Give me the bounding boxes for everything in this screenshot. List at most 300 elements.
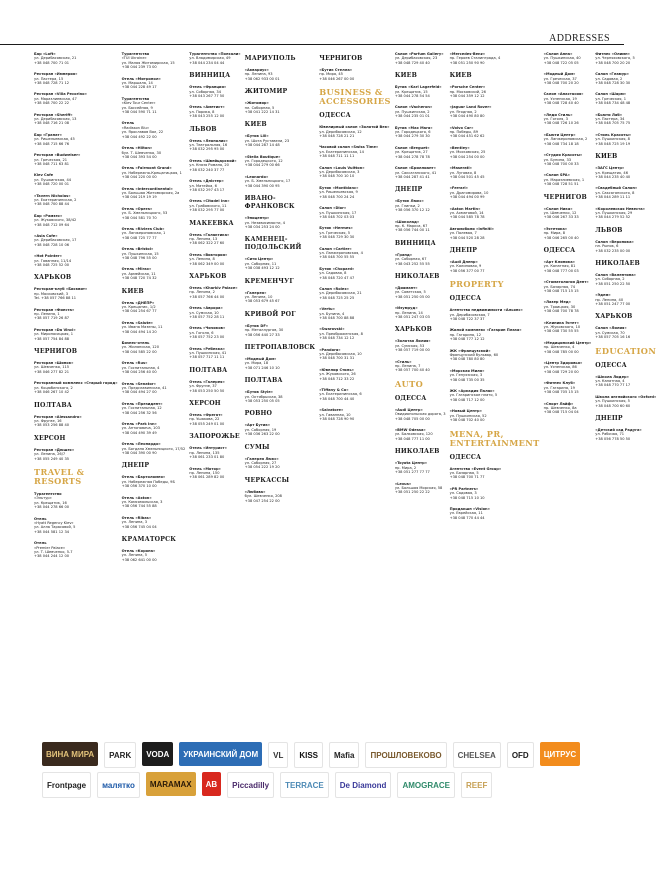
venue-name: «Арт Клиника» [543,259,575,264]
address-entry [189,413,240,426]
venue-address: ул. Соборная, 2 [595,277,625,282]
venue-name: Бар «Loft» [34,52,56,56]
venue-address: ул. Алла Тарасовой, 5 [34,525,76,530]
venue-address: ул. Армейская, 11 [121,271,156,276]
venue-phone: +38 032 235 00 00 [595,248,631,253]
venue-phone: +38 038 493 12 12 [244,266,280,271]
venue-name: «Новый Центр» [449,409,482,414]
directory-column [595,52,656,742]
venue-phone: +38 044 235 01 01 [394,114,430,119]
partner-logo: УКРАИНСКИЙ ДОМ [179,742,262,766]
venue-address: ул. Садовая, 2 [595,76,623,81]
venue-name: «Salvatore» [319,408,344,413]
venue-address: ул. Комсомольская, 3 [121,500,163,504]
city-heading: ХЕРСОН [189,400,221,408]
address-entry [395,482,446,495]
venue-name: Ресторан «Фиеста» [34,307,75,312]
venue-phone: +38 061 233 01 80 [189,455,225,460]
address-entry [319,68,391,81]
address-entry [189,306,240,319]
city-heading: ХЕРСОН [34,434,66,442]
venue-name: Турагентство [121,96,150,101]
venue-phone: +38 053 679 45 67 [244,299,280,304]
address-entry [450,507,540,520]
directory-column [395,52,446,742]
venue-phone: +38 044 590 71 11 [121,110,157,115]
venue-name: Бар «Гранат» [34,132,62,137]
venue-phone: +38 048 705 75 75 [595,121,631,126]
address-entry [122,341,186,354]
address-entry [122,77,186,90]
city-heading: ХАРЬКОВ [595,313,633,321]
city-heading: ХАРЬКОВ [34,274,72,282]
venue-address: пр. Московский, 26 [449,89,486,94]
venue-phone: +38 048 715 15 15 [543,289,579,293]
venue-address: ул. Независимости, 4 [244,220,286,225]
venue-phone: +38 048 729 40 40 [394,60,430,65]
venue-address: ул. Греческая, 37 [543,76,577,81]
venue-address: ул. Глинки, 2 [394,203,420,208]
address-entry [395,85,446,98]
address-entry [34,52,118,65]
venue-name: «Tavern Nicholas» [34,193,71,198]
city-heading: ЧЕРНИГОВ [34,348,78,356]
venue-phone: +38 048 700 71 01 [34,60,70,65]
address-entry [544,280,592,293]
venue-address: ул. Бассейная, 9 [121,105,153,110]
venue-address: ул. Пушкинская, 2 [394,109,430,114]
venue-name: Ресторан «Budweiser» [34,153,81,158]
header-rule [0,44,624,45]
city-heading: ПОЛТАВА [244,377,283,385]
venue-phone: +38 048 702 40 00 [449,418,485,423]
city-heading: КРЕМЕНЧУГ [244,277,294,285]
venue-phone: +38 053 250 50 50 [189,388,225,393]
address-entry [450,389,540,402]
venue-phone: +38 044 490 80 80 [449,114,485,119]
address-entry [319,307,391,320]
venue-address: ул. Дерибасовская, 21 [34,56,77,61]
city-heading: КРИВОЙ РОГ [244,310,296,318]
address-entry [450,467,540,480]
venue-name: «Свадебный Салон» [595,186,638,191]
venue-name: «ЗАГС Центр» [595,166,625,171]
venue-address: ул. Черняховского, 5 [595,56,635,61]
directory-column [122,52,186,742]
venue-name: Турагентство «Поехали» [189,52,241,56]
address-entry [34,153,118,166]
address-entry [450,186,540,199]
venue-address: ул. Крещатик, 16 [34,500,67,505]
venue-phone: +38 048 700 00 33 [543,161,579,166]
venue-name: «Лазер Мед» [543,300,571,305]
venue-name: Турагентство [121,52,150,56]
venue-address: ул. Пушкинская, 8 [595,137,630,142]
venue-name: Бутик «Max Mara» [394,125,433,130]
venue-name: «Maserati» [449,166,472,171]
venue-phone: +38 048 777 11 00 [394,436,430,441]
venue-phone: +38 044 581 12 34 [34,529,70,534]
venue-phone: +38 032 295 95 00 [189,147,225,152]
venue-name: Отель «Ребекка» [189,346,225,351]
venue-phone: +38 044 494 27 00 [121,390,157,395]
venue-address: ул. Канатная, 4 [595,379,625,384]
venue-phone: +38 044 279 00 66 [244,163,280,168]
venue-address: бул. Т. Шевченко, 30 [121,150,162,155]
venue-phone: +38 048 705 00 00 [394,416,430,421]
address-entry [34,254,118,267]
venue-name: Отель «Дністер» [189,179,224,184]
venue-name: «Детский сад Радуга» [595,428,642,433]
address-entry [319,166,391,179]
venue-phone: +38 048 700 88 44 [34,202,70,207]
venue-name: Ресторан «Da Vinci» [34,327,76,332]
venue-address: ул. Соборная, 19 [244,427,277,432]
venue-name: Отель [34,541,47,546]
venue-address: Овидиопольская дорога, 3 [394,412,446,417]
venue-phone: +38 048 712 09 64 [34,222,70,227]
venue-name: «Aston Martin» [449,206,481,211]
venue-address: ул. Театральная, 16 [189,143,228,148]
address-entry [34,287,118,300]
address-entry [34,517,118,535]
venue-name: «Стиль» [394,359,412,364]
venue-name: «Золотая Лилия» [394,339,431,344]
address-entry [450,349,540,362]
venue-phone: +38 048 729 20 00 [543,369,579,374]
city-heading: ЧЕРНИГОВ [543,193,587,201]
address-entry [319,145,391,158]
venue-name: Салон «Анастасия» [543,92,584,97]
venue-phone: +38 032 295 77 00 [189,208,225,213]
city-heading: ОДЕССА [449,295,482,303]
address-entry [595,52,656,65]
venue-phone: +38 044 451 62 62 [449,134,485,139]
venue-phone: +38 043 252 55 55 [394,261,430,266]
venue-address: ул. Успенская, 86 [543,365,577,370]
venue-name: «Салон Анна» [543,52,573,56]
city-heading: ДНЕПР [449,246,478,254]
city-heading: ОДЕССА [319,112,351,120]
venue-name: Ресторан «Дюшес» [34,447,75,452]
venue-phone: +38 048 700 20 20 [595,60,631,65]
address-entry [189,326,240,339]
venue-name: Часовой салон «Swiss Time» [319,145,379,150]
address-entry [319,267,391,280]
venue-name: Kiev Cafe [34,173,54,178]
address-entry [245,490,316,503]
directory-column [245,52,316,742]
venue-name: «Hot Pointer» [34,254,62,259]
venue-phone: +38 056 744 00 11 [394,228,430,233]
city-heading: КРАМАТОРСК [121,536,177,544]
venue-phone: +38 044 390 00 95 [244,183,280,188]
venue-phone: +38 044 278 54 54 [394,94,430,99]
address-entry [245,257,316,270]
venue-phone: +38 044 278 66 00 [34,505,70,510]
venue-name: «Аквариус» [244,68,269,72]
venue-name: Салон «Rolex» [319,286,349,291]
venue-name: Отель «Корона» [121,549,156,554]
address-entry [122,402,186,415]
venue-phone: +38 048 780 80 80 [449,357,485,362]
city-heading: ПОЛТАВА [34,401,73,409]
venue-address: ул. Советская, 5 [394,290,426,295]
venue-address: ул. Богдана Хмельницкого, 17/52 [121,446,186,451]
venue-address: ул. Князя Романа, 20 [189,163,229,168]
address-entry [395,306,446,319]
venue-phone: +38 053 256 88 40 [34,423,70,428]
venue-phone: +38 048 711 11 11 [319,154,355,159]
venue-phone: +38 057 717 11 11 [189,355,225,360]
venue-name: «Арт Бутик» [244,423,271,428]
address-entry [544,72,592,85]
venue-name: «Бутик Стелла» [319,68,353,72]
venue-address: ул. Саксаганского, 41 [394,170,437,175]
venue-name: «Бутик Lili» [244,134,269,139]
venue-phone: +38 044 289 11 11 [595,195,631,200]
venue-address: ул. Большая Морская, 58 [394,485,443,490]
venue-address: ул. Базарная, 5 [449,470,479,475]
city-heading: РОВНО [244,410,273,418]
address-entry [595,428,656,441]
address-entry [245,357,316,370]
venue-address: ул. Гагарина, 19 [543,385,575,390]
venue-phone: +38 044 520 28 28 [449,235,485,240]
address-entry [319,408,391,421]
venue-name: Салон «Вероника» [595,239,634,244]
address-entry [595,113,656,126]
address-entry [189,233,240,246]
venue-phone: +38 048 725 19 19 [595,141,631,146]
address-entry [122,321,186,334]
venue-address: ул. Гаванная, 11/14 [34,258,72,263]
venue-address: ул. Госпитальная, 12 [121,406,162,411]
venue-phone: +38 057 719 00 00 [394,348,430,353]
city-heading: ЗАПОРОЖЬЕ [189,433,240,441]
venue-phone: +38 048 728 40 40 [543,101,579,106]
venue-phone: +38 044 585 22 00 [121,349,157,354]
venue-phone: +38 048 700 78 78 [543,309,579,314]
venue-phone: +38 044 492 22 00 [121,134,157,139]
venue-address: ул. Сумская, 70 [595,330,625,335]
venue-address: ул. Успенская, 19 [543,96,577,101]
venue-name: «Asia Cafe» [34,233,58,238]
venue-phone: +38 046 265 00 40 [543,235,579,240]
venue-phone: +38 048 700 20 20 [543,81,579,86]
venue-name: Отель «Мотор» [189,466,221,471]
venue-name: Отель «Citadel Inn» [189,199,230,204]
venue-phone: +38 044 585 78 78 [449,215,485,220]
venue-name: Салон «Vacheron» [394,105,433,110]
venue-address: ул. Крещатик, 46 [595,170,628,175]
venue-name: Бутик «Hermes» [319,226,353,231]
address-entry [319,206,391,219]
venue-address: ул. Пушкинская, 41 [189,351,227,356]
city-heading: ВИННИЦА [394,239,436,247]
venue-phone: +38 048 770 77 17 [595,383,631,388]
venue-name: Агентство «Event Group» [449,466,502,471]
venue-address: ул. Пушкинская, 17 [319,210,357,215]
venue-phone: +38 056 744 55 88 [121,504,157,509]
venue-phone: +38 051 250 22 22 [394,490,430,495]
venue-address: ул. Матейка, 6 [189,183,217,188]
venue-address: ул. Екатерининская, 6 [319,392,362,397]
venue-phone: +38 051 277 77 77 [394,470,430,475]
venue-name: «Бьюти Центр» [543,132,576,137]
venue-phone: +38 046 267 33 33 [543,215,579,220]
venue-address: ул. Ахматовой, 14 [449,210,484,215]
address-entry [544,361,592,374]
venue-name: Отель «Intercontinental» [121,186,173,191]
venue-address: ул. Садовая, 3 [449,491,477,496]
venue-address: пр. Мира, 2 [394,465,417,470]
city-heading: ПОЛТАВА [189,366,228,374]
venue-address: ул. Госпитальная, 4 [121,365,160,370]
venue-address: ул. Сумская, 10 [189,310,219,315]
address-entry [544,300,592,313]
venue-phone: +38 041 222 14 31 [244,110,280,115]
venue-name: Ресторанный комплекс «Старый город» [34,381,118,386]
venue-phone: +38 048 728 21 21 [319,134,355,139]
address-entry [450,207,540,220]
venue-address: «Premier Palace» [34,545,66,550]
venue-phone: +38 044 490 39 49 [121,430,157,435]
venue-phone: +38 048 720 00 01 [34,182,70,187]
partner-logo-strip [42,742,612,884]
address-entry [122,549,186,562]
venue-name: «Ferrari» [449,186,468,191]
city-heading: ИВАНО-ФРАНКОВСК [244,195,295,211]
venue-phone: +38 044 254 67 77 [121,309,157,314]
venue-phone: +38 071 246 10 10 [244,365,280,370]
address-entry [544,173,592,186]
venue-address: ул. Троицкая, 30 [543,304,576,309]
venue-name: Агентство недвижимости «Альянс» [449,308,523,313]
venue-phone: +38 043 267 77 50 [189,94,225,99]
venue-name: «Эпицентр» [244,216,270,221]
address-entry [450,126,540,139]
venue-phone: +38 044 219 19 19 [121,195,157,200]
address-entry [34,308,118,321]
venue-name: Отель [34,516,47,521]
venue-address: ул. Коцюбинского, 2 [34,385,73,390]
venue-name: «Модный Дом» [543,72,576,77]
venue-phone: +38 051 250 90 90 [449,60,485,65]
venue-address: бул. Шевченко, 208 [244,494,282,499]
venue-address: ул. Соборная, 34 [189,89,221,94]
venue-phone: +38 034 253 24 00 [244,224,280,229]
venue-address: пр. Мира, 8 [543,231,566,236]
address-entry [34,133,118,146]
venue-phone: +38 048 734 12 12 [319,336,355,341]
venue-address: ул. Пушкинская, 40 [543,56,581,61]
address-entry [189,139,240,152]
venue-name: Отель «Opera» [121,206,153,211]
city-heading: КИЕВ [595,153,618,161]
address-entry [189,52,240,65]
venue-phone: +38 044 287 14 48 [244,143,280,148]
venue-phone: +38 044 254 00 00 [449,154,485,159]
venue-phone: +38 051 250 22 50 [595,281,631,286]
section-heading: PROPERTY [449,279,504,290]
venue-address: ул. Большая Житомирская, 2а [121,190,180,195]
venue-address: ул. Гоголя, 6 [189,330,214,335]
address-entry [34,541,118,559]
partner-logo: ПРОШЛОВЕКОВО [365,742,446,768]
venue-phone: +38 048 711 63 81 [34,161,70,166]
venue-address: пр. Героев Сталинграда, 4 [449,56,501,61]
venue-phone: +38 032 240 37 77 [189,167,225,172]
venue-phone: +38 044 256 40 00 [121,370,157,375]
venue-phone: +38 057 705 16 16 [595,335,631,340]
venue-address: ул. Ришельевская, 9 [319,190,358,195]
address-entry [34,381,118,394]
venue-name: «Фитнес Клуб» [543,381,576,386]
venue-phone: +38 048 700 88 88 [319,316,355,320]
venue-phone: +38 044 239 73 00 [121,65,157,70]
venue-address: ул. Ленина, 10 [244,294,273,299]
address-entry [34,72,118,85]
address-entry [34,361,118,374]
venue-address: ул. Ягодная, 2 [449,109,477,114]
address-entry [122,382,186,395]
section-heading: TRAVEL & RESORTS [34,466,85,486]
address-entry [319,287,391,300]
venue-name: «Морская Миля» [449,368,485,373]
venue-phone: +38 056 745 04 04 [121,524,157,529]
venue-phone: +38 044 279 52 52 [595,215,631,220]
venue-name: Отель «Фрегат» [189,413,223,418]
venue-name: «Сити Центр» [244,257,274,262]
venue-address: ул. Соборная, 67 [394,257,427,262]
address-entry [544,113,592,126]
venue-phone: +38 048 729 30 30 [319,235,355,240]
venue-name: Бизнес-отель [121,341,150,346]
venue-phone: +38 048 785 00 00 [543,349,579,354]
venue-address: ул. Б. Хмельницкого, 53 [121,211,168,216]
venue-address: ул. Шота Руставели, 23 [244,138,290,143]
address-entry [245,423,316,436]
address-entry [450,227,540,240]
partner-logo: малятко [97,772,140,798]
venue-phone: +38 048 770 44 44 [449,515,485,520]
address-entry [595,92,656,105]
address-entry [395,253,446,266]
venue-address: ул. Шевченко, 12 [543,210,577,215]
venue-address: «TUI Ukraine» [121,56,147,61]
venue-name: Отель «Park Inn» [121,421,157,426]
venue-phone: +38 044 287 41 41 [394,174,430,179]
venue-phone: +38 053 250 05 05 [244,399,280,403]
venue-phone: +38 048 777 00 03 [543,268,579,273]
address-entry [450,369,540,382]
venue-address: ул. Набережная Победы, 9Б [121,479,175,484]
address-entry [544,341,592,354]
venue-address: ул. Пушкинская, 5 [595,399,630,404]
address-entry [595,395,656,408]
partner-logo: PARK [104,742,136,768]
venue-phone: +38 057 719 26 87 [34,316,70,321]
venue-phone: +38 051 250 05 00 [394,294,430,299]
address-entry [319,247,391,260]
venue-name: «Модный Дом» [244,356,277,361]
venue-name: Отель «Чичиков» [189,326,226,331]
venue-address: ул. Луговая, 8 [449,170,477,175]
venue-phone: +38 048 725 77 77 [121,235,157,240]
city-heading: ОДЕССА [394,394,427,402]
venue-name: «Салон Ника» [543,206,573,211]
